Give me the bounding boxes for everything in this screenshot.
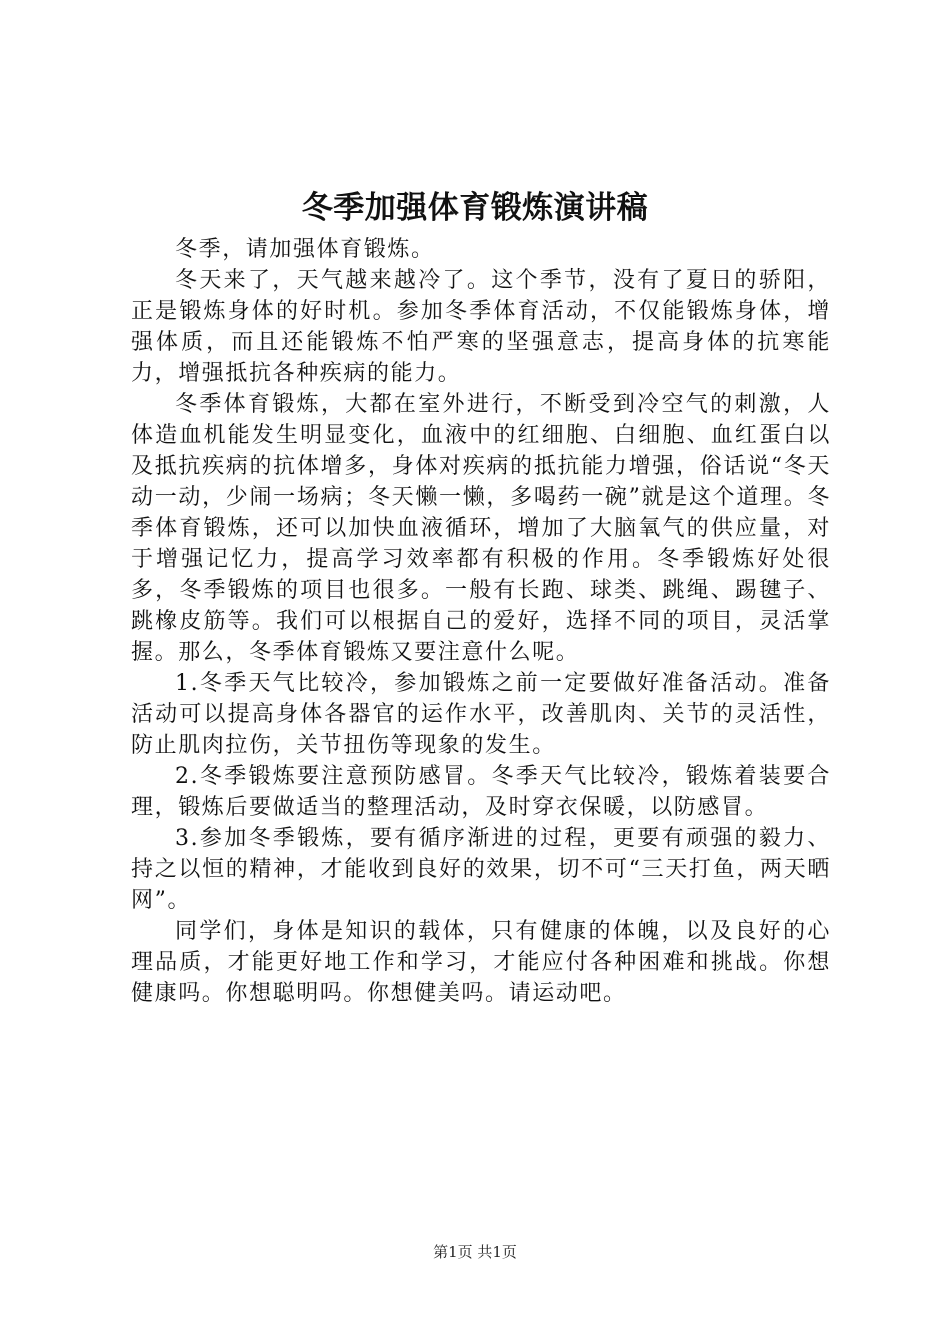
page-number-footer: 第1页 共1页 bbox=[433, 1243, 517, 1261]
document-title: 冬季加强体育锻炼演讲稿 bbox=[301, 190, 649, 226]
paragraph-6: 3.参加冬季锻炼，要有循序渐进的过程，更要有顽强的毅力、持之以恒的精神，才能收到良好的效果，切不可“三天打鱼，两天晒网”。 bbox=[131, 826, 831, 913]
paragraph-7: 同学们，身体是知识的载体，只有健康的体魄，以及良好的心理品质，才能更好地工作和学习，才能应付各种困难和挑战。你想健康吗。你想聪明吗。你想健美吗。请运动吧。 bbox=[131, 919, 831, 1006]
paragraph-3: 冬季体育锻炼，大都在室外进行，不断受到冷空气的刺激，人体造血机能发生明显变化，血液中的红细胞、白细胞、血红蛋白以及抵抗疾病的抗体增多，身体对疾病的抵抗能力增强，俗话说“冬天动一动，少闹一场病；冬天懒一懒，多喝药一碗”就是这个道理。冬季体育锻炼，还可以加快血液循环，增加了大脑氧气的供应量，对于增强记忆力，提高学习效率都有积极的作用。冬季锻炼好处很多，冬季锻炼的项目也很多。一般有长跑、球类、跳绳、踢毽子、跳橡皮筋等。我们可以根据自己的爱好，选择不同的项目，灵活掌握。那么，冬季体育锻炼又要注意什么呢。 bbox=[131, 392, 831, 665]
paragraph-2: 冬天来了，天气越来越冷了。这个季节，没有了夏日的骄阳，正是锻炼身体的好时机。参加冬季体育活动，不仅能锻炼身体，增强体质，而且还能锻炼不怕严寒的坚强意志，提高身体的抗寒能力，增强抵抗各种疾病的能力。 bbox=[131, 268, 831, 386]
paragraph-4: 1.冬季天气比较冷，参加锻炼之前一定要做好准备活动。准备活动可以提高身体各器官的运作水平，改善肌肉、关节的灵活性，防止肌肉拉伤，关节扭伤等现象的发生。 bbox=[131, 671, 831, 758]
paragraph-5: 2.冬季锻炼要注意预防感冒。冬季天气比较冷，锻炼着装要合理，锻炼后要做适当的整理活动，及时穿衣保暖，以防感冒。 bbox=[131, 764, 831, 820]
paragraph-1: 冬季，请加强体育锻炼。 bbox=[175, 237, 435, 262]
document-body bbox=[131, 234, 831, 1009]
